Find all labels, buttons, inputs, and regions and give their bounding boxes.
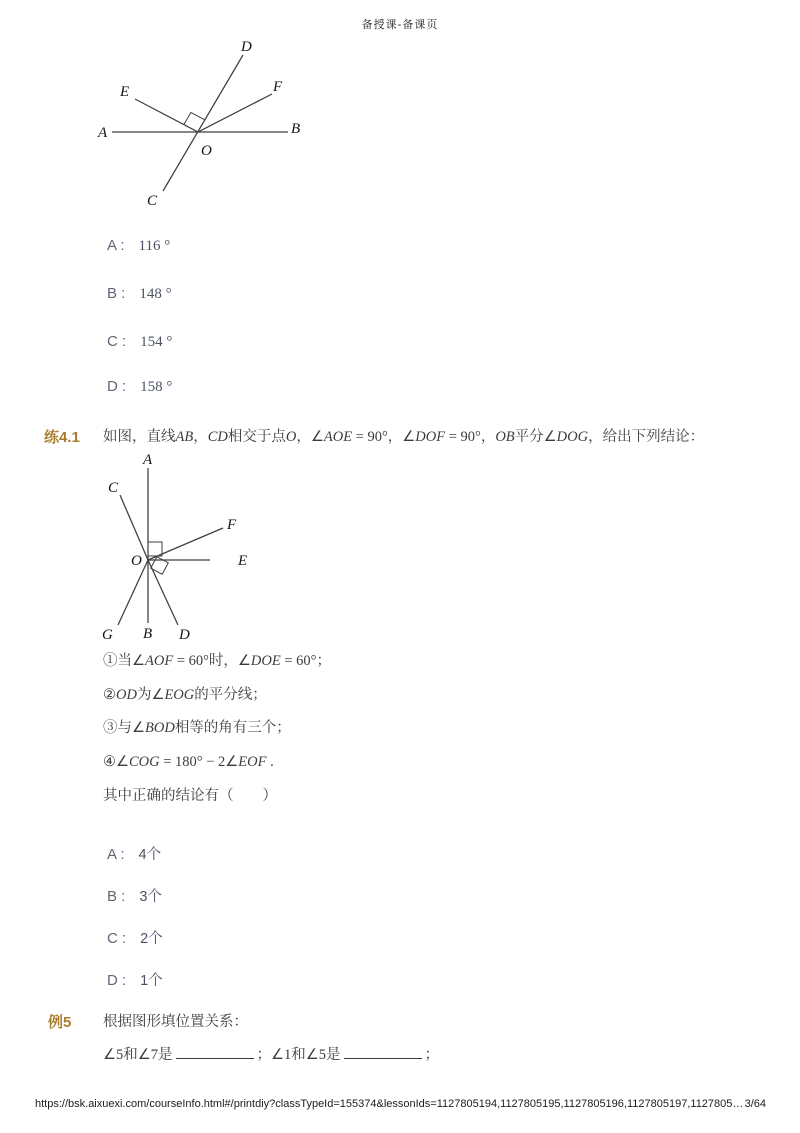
- fig2-ray-og: [118, 560, 148, 625]
- fig2-label-c: C: [108, 480, 119, 496]
- fig2-label-f: F: [227, 517, 237, 533]
- option-value: 3个: [139, 889, 162, 905]
- footer-url: https://bsk.aixuexi.com/courseInfo.html#/printdiy?classTypeId=155374&lessonIds=1127805194,1127805195,1127805196,1127805197,1127805…: [35, 1098, 744, 1110]
- statement-1: ①当∠AOF = 60°时，∠DOE = 60°；: [103, 653, 331, 669]
- fig2-label-g: G: [102, 627, 113, 643]
- p41-option-a: [107, 843, 161, 864]
- statement-3: ③与∠BOD相等的角有三个；: [103, 720, 291, 736]
- option-value: 1个: [140, 973, 163, 989]
- footer-page-number: 3/64: [744, 1098, 766, 1110]
- p41-option-b: [107, 885, 162, 906]
- fig2-label-e: E: [238, 553, 248, 569]
- fig1-right-angle-mark: [184, 113, 205, 125]
- statement-4: ④∠COG = 180° − 2∠EOF .: [103, 754, 274, 770]
- fig2-ray-od: [148, 560, 178, 625]
- fig1-label-d: D: [241, 39, 252, 55]
- p41-option-c: [107, 927, 163, 948]
- option-value: 158 °: [140, 379, 173, 395]
- option-letter: B :: [107, 888, 126, 905]
- page-header: 备授课-备课页: [361, 19, 439, 31]
- option-value: 154 °: [140, 334, 173, 350]
- option-letter: D :: [107, 378, 127, 395]
- conclusion-line: 其中正确的结论有（ ）: [103, 788, 277, 804]
- q1-option-a: [107, 237, 170, 255]
- option-letter: C :: [107, 333, 127, 350]
- fig1-label-f: F: [273, 79, 283, 95]
- option-letter: A :: [107, 237, 125, 254]
- example-5-tag: 例5: [48, 1014, 72, 1031]
- fig2-ray-of: [148, 528, 223, 560]
- fig2-ray-oc: [120, 495, 148, 560]
- fig1-label-o: O: [201, 143, 212, 159]
- p41-option-d: [107, 969, 163, 990]
- example-5-fill-line: ∠5和∠7是 ；∠1和∠5是 ；: [103, 1047, 439, 1063]
- option-letter: D :: [107, 972, 127, 989]
- option-letter: C :: [107, 930, 127, 947]
- fig1-label-b: B: [291, 121, 301, 137]
- fig2-label-a: A: [143, 452, 153, 468]
- fig1-label-e: E: [120, 84, 130, 100]
- option-letter: A :: [107, 846, 125, 863]
- statement-2: ②OD为∠EOG的平分线；: [103, 687, 267, 703]
- fig2-label-d: D: [179, 627, 190, 643]
- fig1-ray-oe: [135, 99, 198, 132]
- fig2-label-o: O: [131, 553, 142, 569]
- q1-option-b: [107, 285, 172, 303]
- fig2-right-angle-mark-aoe: [148, 542, 162, 556]
- fig1-label-a: A: [98, 125, 108, 141]
- fig1-label-c: C: [147, 193, 158, 209]
- option-value: 116 °: [138, 238, 171, 254]
- practice-4-1-figure: [100, 450, 260, 650]
- fig2-label-b: B: [143, 626, 153, 642]
- option-letter: B :: [107, 285, 126, 302]
- option-value: 148 °: [139, 286, 172, 302]
- option-value: 2个: [140, 931, 163, 947]
- practice-4-1-intro: 如图，直线AB，CD相交于点O，∠AOE = 90°，∠DOF = 90°，OB平分∠DOG，给出下列结论：: [103, 429, 705, 445]
- question1-figure: [85, 33, 315, 218]
- example-5-intro: 根据图形填位置关系：: [103, 1014, 248, 1030]
- option-value: 4个: [138, 847, 162, 863]
- q1-option-c: [107, 333, 172, 351]
- fig1-line-cd: [163, 55, 243, 191]
- practice-4-1-tag: 练4.1: [44, 429, 80, 446]
- q1-option-d: [107, 378, 172, 396]
